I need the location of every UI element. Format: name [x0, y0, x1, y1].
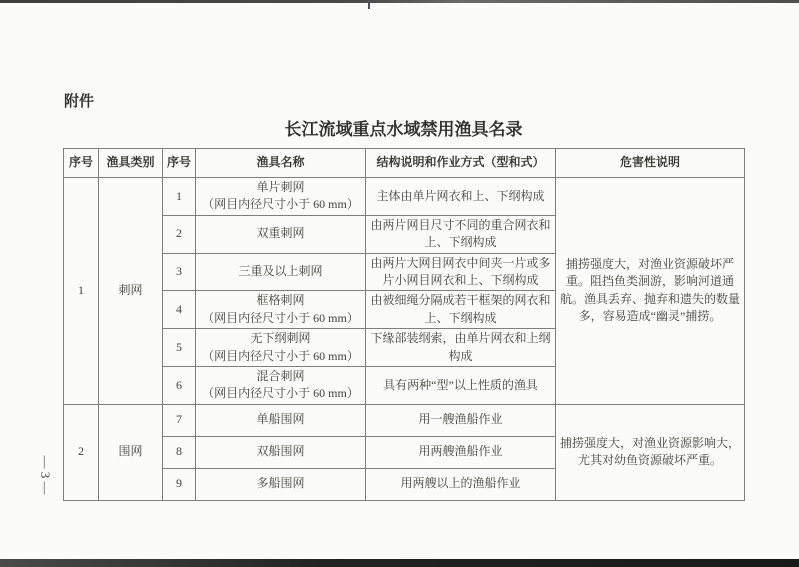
- gear-name-cell: [196, 215, 366, 253]
- category-no-cell: 2: [64, 404, 99, 500]
- page-number: — 3 —: [38, 455, 53, 495]
- gear-name: 三重及以上刺网: [238, 264, 323, 279]
- col-header-structure: 结构说明和作业方式（型和式）: [366, 149, 556, 178]
- scan-edge-bottom: [0, 559, 799, 567]
- category-type-cell: 刺网: [99, 178, 163, 405]
- fishing-gear-table: [63, 148, 745, 501]
- gear-name-note: （网目内径尺寸小于 60 mm）: [202, 197, 359, 212]
- category-no-cell: 1: [64, 178, 99, 405]
- category-harm-cell: 捕捞强度大，对渔业资源破坏严重。阻挡鱼类洄游，影响河道通航。渔具丢弃、抛弃和遗失的数量多，容易造成“幽灵”捕捞。: [556, 178, 745, 405]
- gear-name-cell: [196, 404, 366, 436]
- row-no-cell: 1: [163, 178, 196, 216]
- table-row: [64, 178, 745, 216]
- gear-name-cell: [196, 253, 366, 291]
- structure-cell: 用两艘以上的渔船作业: [366, 468, 556, 500]
- structure-cell: 主体由单片网衣和上、下纲构成: [366, 178, 556, 216]
- col-header-harm: 危害性说明: [556, 149, 745, 178]
- row-no-cell: 7: [163, 404, 196, 436]
- category-harm-cell: 捕捞强度大，对渔业资源影响大，尤其对幼鱼资源破坏严重。: [556, 404, 745, 500]
- gear-name: 多船围网: [256, 476, 305, 491]
- row-no-cell: 3: [163, 253, 196, 291]
- col-header-category: 渔具类别: [99, 149, 163, 178]
- gear-name-cell: [196, 366, 366, 404]
- attachment-label: 附件: [64, 93, 95, 110]
- gear-name-cell: [196, 291, 366, 329]
- gear-name-cell: [196, 436, 366, 468]
- gear-name: 双重刺网: [256, 226, 305, 241]
- gear-name: 混合刺网: [256, 368, 305, 383]
- row-no-cell: 8: [163, 436, 196, 468]
- gear-name: 双船围网: [256, 444, 305, 459]
- gear-name-cell: [196, 329, 366, 367]
- scan-tick-mark: [368, 0, 370, 9]
- structure-cell: 下缘部装纲索，由单片网衣和上纲构成: [366, 329, 556, 367]
- gear-name-cell: [196, 468, 366, 500]
- table-row: [64, 404, 745, 436]
- document-title: 长江流域重点水域禁用渔具名录: [284, 120, 523, 139]
- structure-cell: 用一艘渔船作业: [366, 404, 556, 436]
- gear-name: 单片刺网: [256, 180, 305, 194]
- gear-name: 框格刺网: [256, 293, 305, 308]
- col-header-gear-name: 渔具名称: [196, 149, 366, 178]
- gear-name-note: （网目内径尺寸小于 60 mm）: [202, 310, 359, 325]
- structure-cell: 具有两种“型”以上性质的渔具: [366, 366, 556, 404]
- row-no-cell: 5: [163, 329, 196, 367]
- gear-name-cell: [196, 178, 366, 216]
- row-no-cell: 9: [163, 468, 196, 500]
- row-no-cell: 4: [163, 291, 196, 329]
- row-no-cell: 2: [163, 215, 196, 253]
- structure-cell: 由被细绳分隔成若干框架的网衣和上、下纲构成: [366, 291, 556, 329]
- category-type-cell: 围网: [99, 404, 163, 500]
- gear-name: 无下纲刺网: [250, 331, 311, 346]
- gear-name: 单船围网: [256, 412, 305, 427]
- gear-name-note: （网目内径尺寸小于 60 mm）: [202, 348, 359, 363]
- gear-name-note: （网目内径尺寸小于 60 mm）: [202, 386, 359, 401]
- row-no-cell: 6: [163, 366, 196, 404]
- col-header-seq2: 序号: [163, 149, 196, 178]
- scan-edge-top: [0, 0, 799, 3]
- structure-cell: 由两片大网目网衣中间夹一片或多片小网目网衣和上、下纲构成: [366, 253, 556, 291]
- structure-cell: 用两艘渔船作业: [366, 436, 556, 468]
- col-header-seq: 序号: [64, 149, 99, 178]
- table-header-row: [64, 149, 745, 178]
- structure-cell: 由两片网目尺寸不同的重合网衣和上、下纲构成: [366, 215, 556, 253]
